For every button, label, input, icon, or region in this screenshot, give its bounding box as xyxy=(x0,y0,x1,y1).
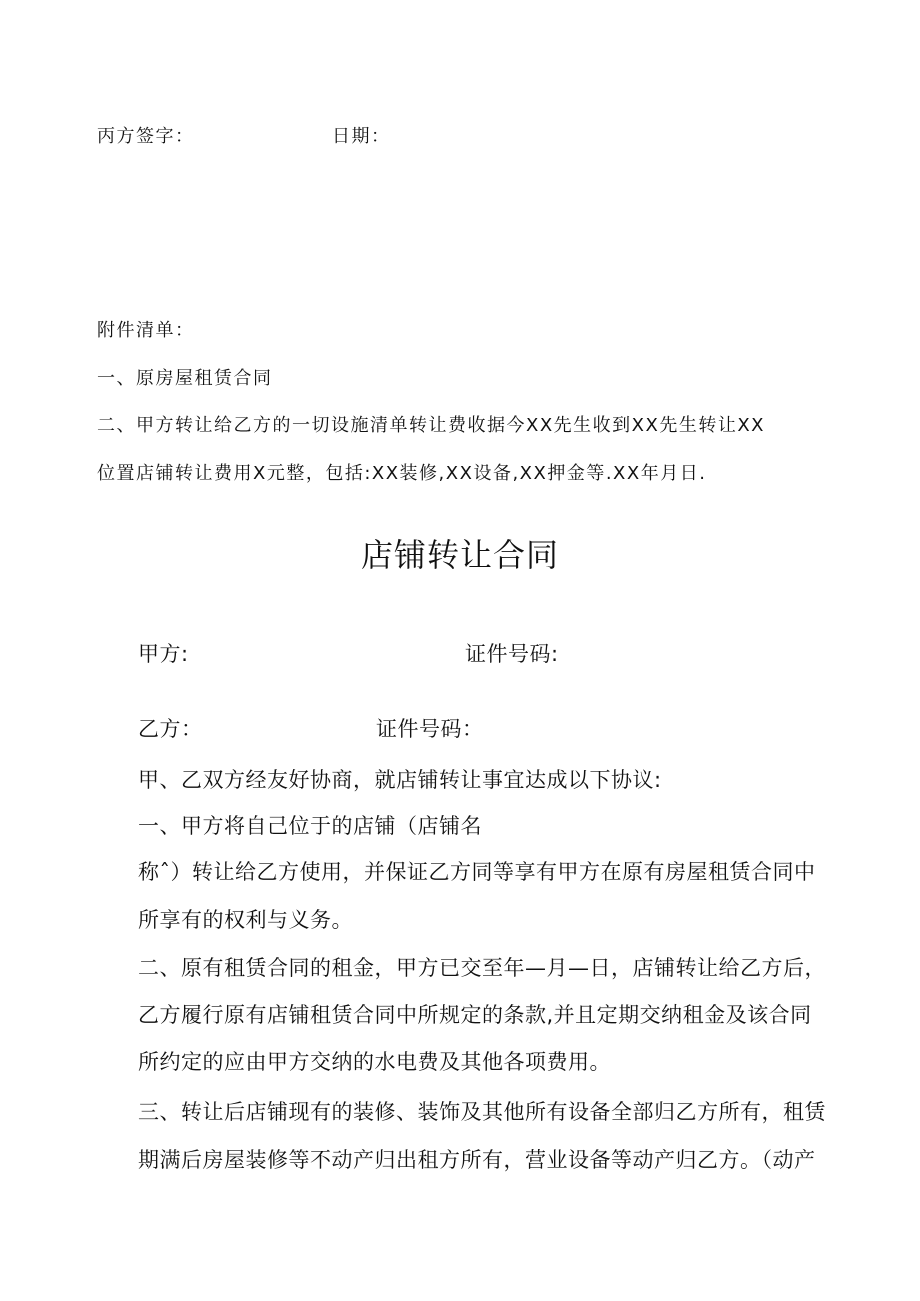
clause-3-line-1: 三、转让后店铺现有的装修、装饰及其他所有设备全部归乙方所有，租赁 xyxy=(138,1100,826,1124)
party-a-id-label: 证件号码: xyxy=(465,642,559,666)
clause-2-line-2: 乙方履行原有店铺租赁合同中所规定的条款,并且定期交纳租金及该合同 xyxy=(138,1003,812,1027)
contract-intro: 甲、乙双方经友好协商，就店铺转让事宜达成以下协议: xyxy=(138,768,662,792)
attachments-heading: 附件清单： xyxy=(97,320,195,341)
sign-c-label: 丙方签字： xyxy=(97,126,195,147)
clause-3-line-2: 期满后房屋装修等不动产归出租方所有，营业设备等动产归乙方。（动产 xyxy=(138,1148,816,1172)
clause-1-line-3: 所享有的权利与义务。 xyxy=(138,908,353,932)
clause-2-line-3: 所约定的应由甲方交纳的水电费及其他各项费用。 xyxy=(138,1050,611,1074)
date-label: 日期： xyxy=(332,126,391,147)
party-b-label: 乙方： xyxy=(138,717,203,741)
party-b-id-label: 证件号码： xyxy=(376,717,484,741)
attachment-item-2-line-2: 位置店铺转让费用X元整，包括:XX装修,XX设备,XX押金等.XX年月日. xyxy=(97,463,707,484)
clause-1-line-1: 一、甲方将自己位于的店铺（店铺名 xyxy=(138,814,482,838)
clause-1-line-2: 称ˆ）转让给乙方使用，并保证乙方同等享有甲方在原有房屋租赁合同中 xyxy=(138,860,816,884)
party-a-label: 甲方: xyxy=(138,642,189,666)
contract-title: 店铺转让合同 xyxy=(360,536,559,574)
attachment-item-2-line-1: 二、甲方转让给乙方的一切设施清单转让费收据今XX先生收到XX先生转让XX xyxy=(97,415,765,436)
attachment-item-1: 一、原房屋租赁合同 xyxy=(97,368,273,389)
clause-2-line-1: 二、原有租赁合同的租金，甲方已交至年—月—日，店铺转让给乙方后， xyxy=(138,956,826,980)
